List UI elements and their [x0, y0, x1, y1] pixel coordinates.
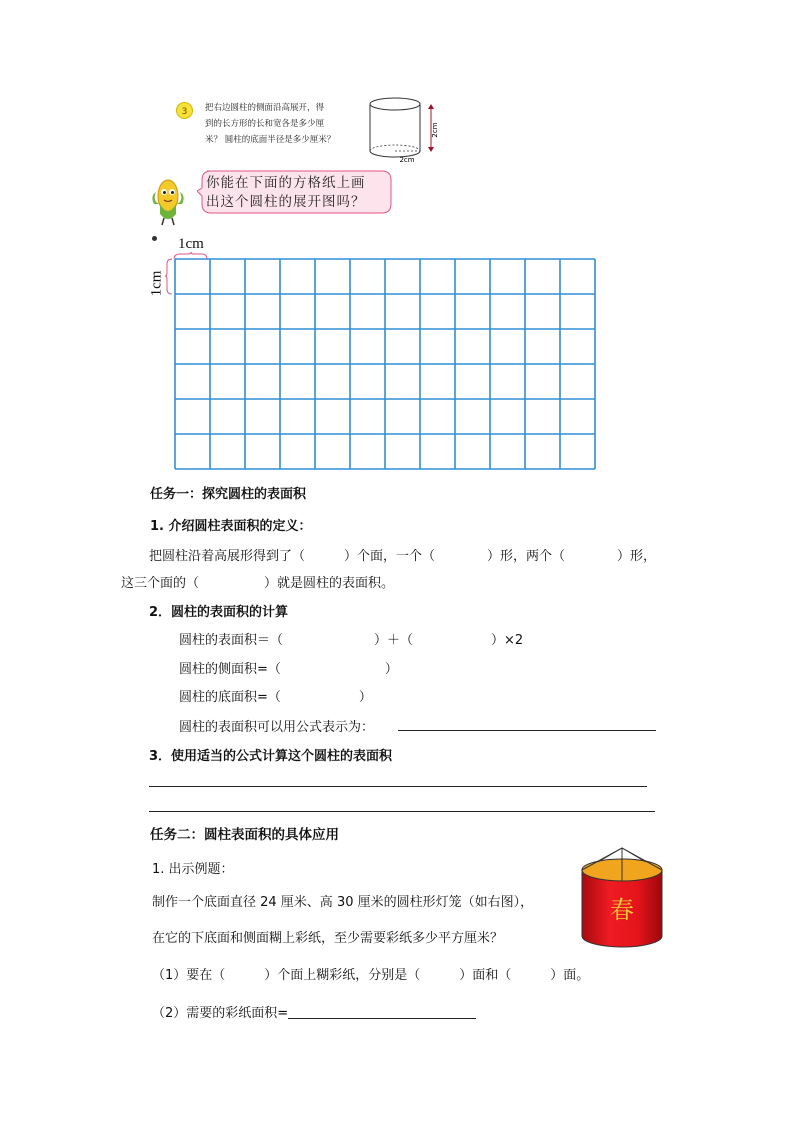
formula-general-label: 圆柱的表面积可以用公式表示为： — [179, 720, 375, 735]
problem-3-line-2: 到的长方形的长和宽各是多少厘 — [205, 119, 325, 129]
problem-3-text — [205, 100, 355, 148]
task1-section1-line1: 把圆柱沿着高展形得到了（ ）个面，一个（ ）形，两个（ ）形， — [149, 549, 657, 564]
problem-number: 3 — [181, 107, 188, 117]
problem-number-badge — [176, 102, 193, 119]
task2-section1: 1. 出示例题： — [152, 862, 234, 877]
grid-side-label: 1cm — [148, 270, 165, 297]
cylinder-diagram — [360, 94, 446, 170]
problem-3-line-1: 把右边圆柱的侧面沿高展开，得 — [205, 103, 325, 113]
side-brace — [165, 258, 173, 296]
task1-section1-title: 1. 介绍圆柱表面积的定义： — [150, 519, 312, 534]
formula-surface-area: 圆柱的表面积＝（ ）＋（ ）×2 — [179, 633, 524, 648]
task2-question2: （2）需要的彩纸面积= — [152, 1006, 289, 1021]
formula-base-area: 圆柱的底面积=（ ） — [179, 690, 372, 705]
task2-problem-line1: 制作一个底面直径 24 厘米、高 30 厘米的圆柱形灯笼（如右图）， — [152, 895, 534, 910]
answer-line-1 — [149, 786, 647, 787]
speech-line-1: 你能在下面的方格纸上画 — [206, 175, 366, 191]
task1-section1-line2: 这三个面的（ ）就是圆柱的表面积。 — [121, 576, 395, 591]
answer-line-formula — [398, 730, 656, 731]
speech-bubble-text — [206, 174, 388, 212]
task1-section3-title: 3．使用适当的公式计算这个圆柱的表面积 — [149, 749, 393, 764]
formula-lateral-area: 圆柱的侧面积=（ ） — [179, 662, 398, 677]
square-grid — [174, 258, 596, 470]
task1-title: 任务一：探究圆柱的表面积 — [150, 487, 307, 502]
grid-top-label: 1cm — [178, 236, 204, 252]
bullet-dot — [152, 236, 157, 241]
corn-mascot-icon — [146, 174, 190, 226]
speech-line-2: 出这个圆柱的展开图吗？ — [206, 194, 366, 210]
cylinder-base-label: 2cm — [399, 156, 415, 164]
problem-3-line-3: 米？ 圆柱的底面半径是多少厘米？ — [205, 135, 336, 145]
task1-section2-title: 2．圆柱的表面积的计算 — [149, 605, 289, 620]
answer-line-2 — [149, 811, 655, 812]
cylinder-height-label: 2cm — [431, 122, 439, 138]
lantern-image — [580, 840, 664, 950]
answer-line-paper-area — [288, 1018, 476, 1019]
lantern-character: 春 — [610, 896, 634, 924]
task2-title: 任务二：圆柱表面积的具体应用 — [150, 827, 339, 843]
task2-problem-line2: 在它的下底面和侧面糊上彩纸，至少需要彩纸多少平方厘米？ — [152, 931, 504, 946]
task2-question1: （1）要在（ ）个面上糊彩纸，分别是（ ）面和（ ）面。 — [152, 968, 590, 983]
